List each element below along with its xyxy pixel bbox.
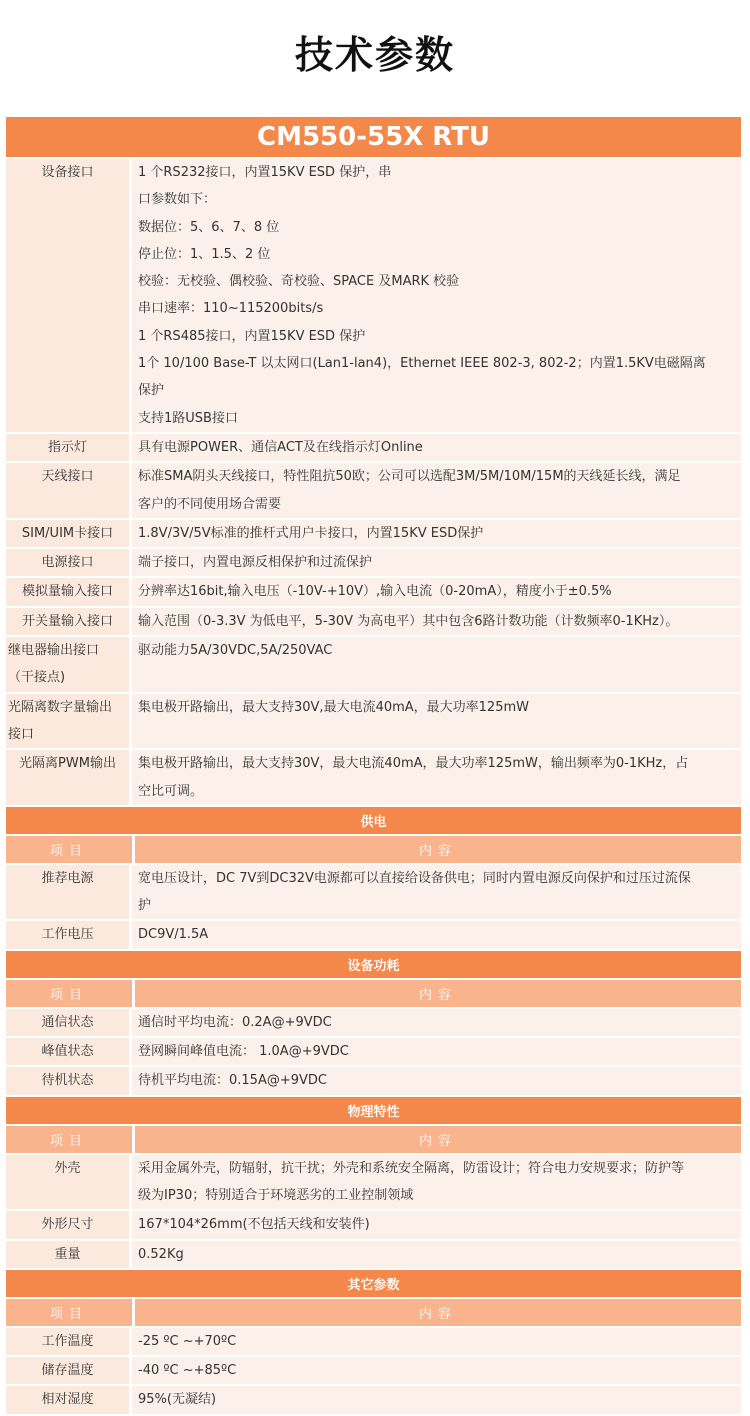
- row-value-line: 校验：无校验、偶校验、奇校验、SPACE 及MARK 校验: [138, 274, 460, 290]
- row-value: [132, 1067, 741, 1094]
- row-label: [6, 694, 132, 749]
- row-label-line: 接口: [8, 726, 35, 742]
- row-label: 外壳: [6, 1155, 132, 1210]
- table-row: [6, 865, 741, 922]
- row-label: 指示灯: [6, 434, 132, 461]
- row-value-line: 95%(无凝结): [138, 1392, 217, 1408]
- row-value-line: 端子接口，内置电源反相保护和过流保护: [138, 555, 373, 571]
- row-label-line: （干接点): [8, 670, 66, 686]
- row-value-line: 集电极开路输出，最大支持30V，最大电流40mA，最大功率125mW，输出频率为0-1KHz，占: [138, 756, 689, 772]
- page-title: 技术参数: [294, 33, 455, 77]
- row-value: [132, 434, 741, 461]
- table-row: [6, 1386, 741, 1415]
- row-value: [132, 1009, 741, 1036]
- row-label: 模拟量输入接口: [6, 578, 132, 605]
- row-value-line: 待机平均电流：0.15A@+9VDC: [138, 1073, 327, 1089]
- table-row: [6, 694, 741, 751]
- row-label: 推荐电源: [6, 865, 132, 920]
- row-label: 外形尺寸: [6, 1211, 132, 1238]
- column-content-header: 内容: [135, 1299, 741, 1326]
- row-value-line: DC9V/1.5A: [138, 927, 209, 943]
- spec-table: [6, 117, 741, 1416]
- row-value: [132, 1357, 741, 1384]
- table-row: [6, 549, 741, 578]
- column-content-header: 内容: [135, 1126, 741, 1153]
- row-value-line: 护: [138, 898, 152, 914]
- power-column-header: [6, 836, 741, 865]
- row-value-line: -40 ºC ~+85ºC: [138, 1363, 237, 1379]
- consumption-column-header: [6, 980, 741, 1009]
- column-item-header: 项目: [6, 980, 135, 1007]
- row-value: [132, 1386, 741, 1413]
- other-section-title: 其它参数: [6, 1270, 741, 1299]
- row-value-line: 通信时平均电流：0.2A@+9VDC: [138, 1014, 332, 1030]
- row-value-line: 串口速率：110~115200bits/s: [138, 301, 324, 317]
- row-label: SIM/UIM卡接口: [6, 520, 132, 547]
- consumption-section: [6, 1009, 741, 1097]
- row-value: [132, 1241, 741, 1268]
- row-label: 电源接口: [6, 549, 132, 576]
- power-section-title: 供电: [6, 807, 741, 836]
- table-row: [6, 921, 741, 950]
- row-value-line: 数据位：5、6、7、8 位: [138, 219, 280, 235]
- column-item-header: 项目: [6, 836, 135, 863]
- row-value: [132, 463, 741, 518]
- table-row: [6, 1357, 741, 1386]
- row-value-line: 0.52Kg: [138, 1246, 184, 1262]
- other-column-header: [6, 1299, 741, 1328]
- row-label: 设备接口: [6, 159, 132, 432]
- row-value: [132, 694, 741, 749]
- table-row: [6, 750, 741, 807]
- table-row: [6, 520, 741, 549]
- table-row: [6, 463, 741, 520]
- row-label: [6, 637, 132, 692]
- table-row: [6, 637, 741, 694]
- table-row: [6, 1328, 741, 1357]
- row-label: 工作电压: [6, 921, 132, 948]
- model-header: CM550-55X RTU: [6, 117, 741, 159]
- row-value-line: 支持1路USB接口: [138, 410, 238, 426]
- row-value-line: 登网瞬间峰值电流： 1.0A@+9VDC: [138, 1044, 349, 1060]
- physical-section: [6, 1155, 741, 1270]
- row-value-line: 口参数如下：: [138, 192, 217, 208]
- row-value-line: 标准SMA阴头天线接口，特性阻抗50欧；公司可以选配3M/5M/10M/15M的天线延长线，满足: [138, 469, 681, 485]
- row-value-line: 空比可调。: [138, 783, 204, 799]
- row-value-line: 具有电源POWER、通信ACT及在线指示灯Online: [138, 439, 423, 455]
- column-content-header: 内容: [135, 980, 741, 1007]
- row-value: [132, 637, 741, 692]
- column-content-header: 内容: [135, 836, 741, 863]
- row-label: 待机状态: [6, 1067, 132, 1094]
- row-label: 峰值状态: [6, 1038, 132, 1065]
- row-value: [132, 921, 741, 948]
- row-value-line: 客户的不同使用场合需要: [138, 496, 282, 512]
- row-value-line: 输入范围（0-3.3V 为低电平，5-30V 为高电平）其中包含6路计数功能（计数频率0-1KHz）。: [138, 613, 679, 629]
- row-value-line: 分辨率达16bit,输入电压（-10V-+10V）,输入电流（0-20mA），精度小于±0.5%: [138, 584, 612, 600]
- row-value-line: 保护: [138, 383, 165, 399]
- row-label: 重量: [6, 1241, 132, 1268]
- table-row: [6, 1155, 741, 1212]
- row-value-line: -25 ºC ~+70ºC: [138, 1333, 237, 1349]
- table-row: [6, 578, 741, 607]
- row-label-line: 继电器输出接口: [8, 643, 100, 659]
- interface-spec-section: [6, 159, 741, 807]
- table-row: [6, 159, 741, 434]
- physical-section-title: 物理特性: [6, 1097, 741, 1126]
- row-value-line: 级为IP30；特别适合于环境恶劣的工业控制领域: [138, 1187, 414, 1203]
- row-value: [132, 608, 741, 635]
- row-label: 光隔离PWM输出: [6, 750, 132, 805]
- row-value: [132, 1155, 741, 1210]
- row-value-line: 1 个RS232接口，内置15KV ESD 保护，串: [138, 165, 392, 180]
- table-row: [6, 1067, 741, 1096]
- row-value-line: 1 个RS485接口，内置15KV ESD 保护: [138, 328, 366, 344]
- power-section: [6, 865, 741, 951]
- row-label: 通信状态: [6, 1009, 132, 1036]
- row-value-line: 采用金属外壳，防辐射，抗干扰；外壳和系统安全隔离，防雷设计；符合电力安规要求；防护等: [138, 1160, 685, 1176]
- row-value-line: 1个 10/100 Base-T 以太网口(Lan1-lan4)，Ethernet IEEE 802-3, 802-2；内置1.5KV电磁隔离: [138, 356, 706, 372]
- row-value: [132, 865, 741, 920]
- row-value: [132, 159, 741, 432]
- row-value-line: 1.8V/3V/5V标准的推杆式用户卡接口，内置15KV ESD保护: [138, 525, 484, 541]
- table-row: [6, 1009, 741, 1038]
- row-value: [132, 750, 741, 805]
- row-value: [132, 1038, 741, 1065]
- row-value-line: 167*104*26mm(不包括天线和安装件): [138, 1217, 370, 1233]
- row-value-line: 集电极开路输出，最大支持30V,最大电流40mA，最大功率125mW: [138, 699, 529, 715]
- table-row: [6, 1241, 741, 1270]
- column-item-header: 项目: [6, 1299, 135, 1326]
- row-label-line: 光隔离数字量输出: [8, 699, 113, 715]
- row-value: [132, 578, 741, 605]
- row-label: 工作温度: [6, 1328, 132, 1355]
- row-value-line: 停止位：1、1.5、2 位: [138, 246, 271, 262]
- row-label: 开关量输入接口: [6, 608, 132, 635]
- consumption-section-title: 设备功耗: [6, 951, 741, 980]
- table-row: [6, 608, 741, 637]
- table-row: [6, 434, 741, 463]
- row-value: [132, 1211, 741, 1238]
- row-value: [132, 549, 741, 576]
- row-value: [132, 520, 741, 547]
- row-label: 相对湿度: [6, 1386, 132, 1413]
- table-row: [6, 1211, 741, 1240]
- row-value: [132, 1328, 741, 1355]
- column-item-header: 项目: [6, 1126, 135, 1153]
- row-value-line: 驱动能力5A/30VDC,5A/250VAC: [138, 643, 333, 659]
- other-section: [6, 1328, 741, 1416]
- table-row: [6, 1038, 741, 1067]
- row-label: 储存温度: [6, 1357, 132, 1384]
- row-label: 天线接口: [6, 463, 132, 518]
- row-value-line: 宽电压设计，DC 7V到DC32V电源都可以直接给设备供电；同时内置电源反向保护和过压过流保: [138, 870, 691, 886]
- physical-column-header: [6, 1126, 741, 1155]
